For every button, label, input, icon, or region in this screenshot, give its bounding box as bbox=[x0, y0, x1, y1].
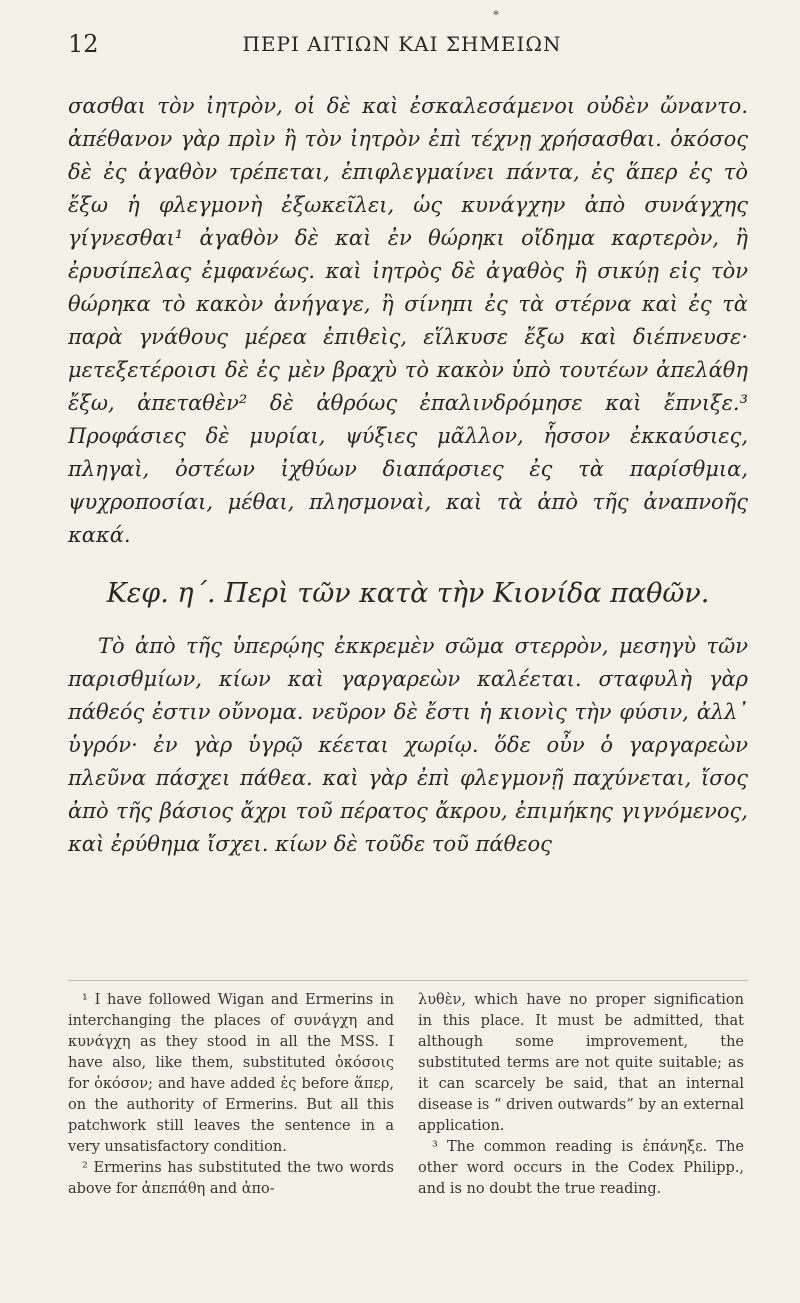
running-head: ΠΕΡΙ ΑΙΤΙΩΝ ΚΑΙ ΣΗΜΕΙΩΝ bbox=[242, 32, 562, 56]
footnote-2-continued: λυθὲν, which have no proper signification in this place. It must be admitted, that although some improvement, the substituted terms are not quite suitable; as it can scarcely be said, that an internal disease is “ driven outwards” by an external application. bbox=[418, 992, 744, 1134]
top-mark: * bbox=[493, 8, 499, 22]
footnote-3: ³ The common reading is ἐπάνηξε. The other word occurs in the Codex Philipp., and is no doubt the true reading. bbox=[418, 1139, 744, 1197]
page-number: 12 bbox=[68, 30, 99, 58]
footnotes bbox=[68, 990, 744, 1200]
footnote-1: ¹ I have followed Wigan and Ermerins in interchanging the places of συνάγχη and κυνάγχη as they stood in all the MSS. I have also, like them, substituted ὁκόσοις for ὁκόσον; and have added ἐς before ἅπερ, on the authority of Ermerins. But all this patchwork still leaves the sentence in a very unsatisfactory condition. bbox=[68, 992, 394, 1155]
footnotes-right-column bbox=[418, 990, 744, 1200]
footnote-divider bbox=[68, 980, 748, 981]
section-heading: Κεφ. η΄. Περὶ τῶν κατὰ τὴν Κιονίδα παθῶν. bbox=[106, 578, 710, 609]
footnote-2: ² Ermerins has substituted the two words above for ἀπεπάθη and ἀπο- bbox=[68, 1160, 394, 1197]
body-paragraph-text: σασθαι τὸν ἰητρὸν, οἱ δὲ καὶ ἐσκαλεσάμενοι οὐδὲν ὤναντο. ἀπέθανον γὰρ πρὶν ἢ τὸν ἰητρὸν ἐπὶ τέχνῃ χρήσασθαι. ὁκόσος δὲ ἐς ἀγαθὸν τρέπεται, ἐπιφλεγμαίνει πάντα, ἐς ἅπερ ἐς τὸ ἔξω ἡ φλεγμονὴ ἐξωκεῖλει, ὡς κυνάγχην ἀπὸ συνάγχης γίγνεσθαι¹ ἀγαθὸν δὲ καὶ ἐν θώρηκι οἴδημα καρτερὸν, ἢ ἐρυσίπελας ἐμφανέως. καὶ ἰητρὸς δὲ ἀγαθὸς ἢ σικύῃ εἰς τὸν θώρηκα τὸ κακὸν ἀνήγαγε, ἢ σίνηπι ἐς τὰ στέρνα καὶ ἐς τὰ παρὰ γνάθους μέρεα ἐπιθεὶς, εἵλκυσε ἔξω καὶ διέπνευσε· μετεξετέροισι δὲ ἐς μὲν βραχὺ τὸ κακὸν ὑπὸ τουτέων ἀπελάθη ἔξω, ἀπεταθὲν² δὲ ἀθρόως ἐπαλινδρόμησε καὶ ἔπνιξε.³ Προφάσιες δὲ μυρίαι, ψύξιες μᾶλλον, ἧσσον ἐκκαύσιες, πληγαὶ, ὀστέων ἰχθύων διαπάρσιες ἐς τὰ παρίσθμια, ψυχροποσίαι, μέθαι, πλησμοναὶ, καὶ τὰ ἀπὸ τῆς ἀναπνοῆς κακά. bbox=[68, 94, 748, 547]
footnotes-left-column bbox=[68, 990, 394, 1200]
page-header bbox=[68, 30, 736, 60]
section-paragraph: Τὸ ἀπὸ τῆς ὑπερῴης ἐκκρεμὲν σῶμα στερρὸν, μεσηγὺ τῶν παρισθμίων, κίων καὶ γαργαρεὼν καλέεται. σταφυλὴ γὰρ πάθεός ἐστιν οὔνομα. νεῦρον δὲ ἔστι ἡ κιονὶς τὴν φύσιν, ἀλλ᾽ ὑγρόν· ἐν γὰρ ὑγρῷ κέεται χωρίῳ. ὅδε οὖν ὁ γαργαρεὼν πλεῦνα πάσχει πάθεα. καὶ γὰρ ἐπὶ φλεγμονῇ παχύνεται, ἴσος ἀπὸ τῆς βάσιος ἄχρι τοῦ πέρατος ἄκρου, ἐπιμήκης γιγνόμενος, καὶ ἐρύθημα ἴσχει. κίων δὲ τοῦδε τοῦ πάθεος bbox=[68, 634, 748, 856]
body-paragraph bbox=[68, 90, 748, 552]
